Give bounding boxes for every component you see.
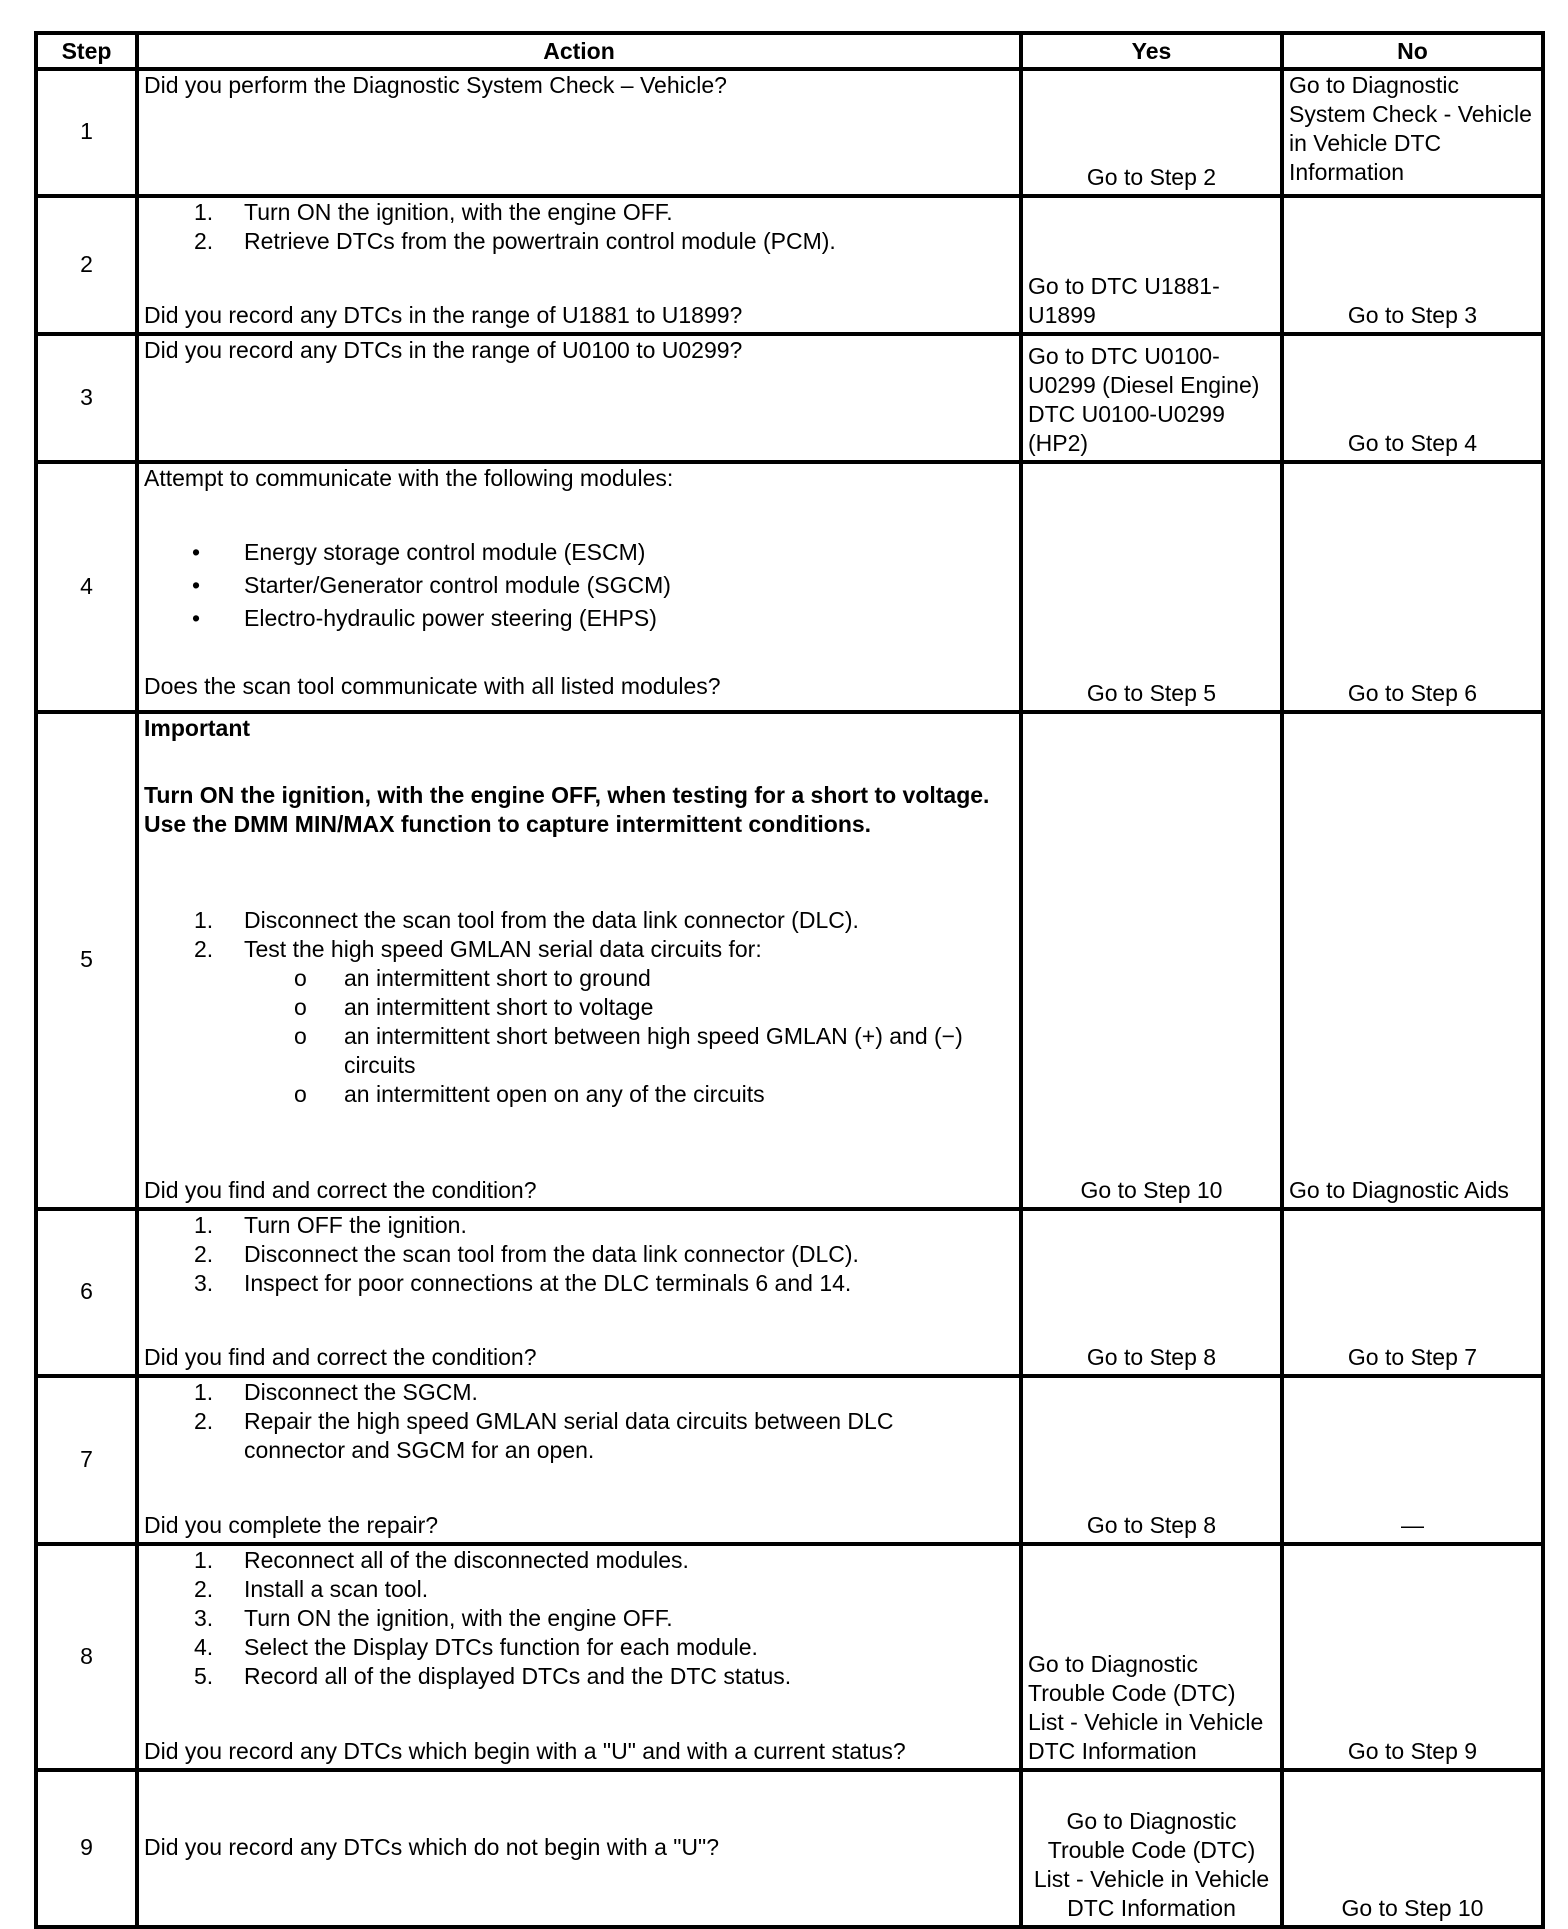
action-cell (137, 69, 1021, 196)
question: Did you record any DTCs in the range of U1881 to U1899? (144, 302, 743, 328)
yes-cell: Go to Step 8 (1021, 1376, 1282, 1544)
yes-cell: Go to Step 5 (1021, 462, 1282, 712)
action-cell (137, 196, 1021, 334)
step-number: 4 (36, 462, 137, 712)
step-number: 3 (36, 334, 137, 462)
yes-cell: Go to Step 10 (1021, 712, 1282, 1209)
list-item: 1. Disconnect the scan tool from the data link connector (DLC). (194, 907, 859, 933)
step-list (144, 1211, 1014, 1298)
list-item: 4. Select the Display DTCs function for each module. (194, 1634, 758, 1660)
yes-cell: Go to DTC U0100-U0299 (Diesel Engine) DTC U0100-U0299 (HP2) (1021, 334, 1282, 462)
question: Did you find and correct the condition? (144, 1344, 537, 1370)
no-cell: Go to Step 9 (1282, 1544, 1543, 1770)
table-row (36, 334, 1543, 462)
header-step: Step (36, 33, 137, 69)
step-number: 9 (36, 1770, 137, 1927)
list-item: 1. Disconnect the SGCM. (194, 1379, 478, 1405)
question: Did you find and correct the condition? (144, 1177, 537, 1203)
list-item: • Energy storage control module (ESCM) (144, 536, 1014, 569)
important-title: Important (144, 715, 251, 741)
no-cell: Go to Diagnostic Aids (1282, 712, 1543, 1209)
list-item: 2. Install a scan tool. (194, 1576, 429, 1602)
list-item: 3. Inspect for poor connections at the DLC terminals 6 and 14. (194, 1270, 852, 1296)
no-cell: — (1282, 1376, 1543, 1544)
list-item: • Starter/Generator control module (SGCM) (144, 569, 1014, 602)
list-item: 2. Retrieve DTCs from the powertrain control module (PCM). (194, 228, 836, 254)
no-cell: Go to Step 3 (1282, 196, 1543, 334)
list-item: 1. Turn ON the ignition, with the engine OFF. (194, 199, 673, 225)
step-list (144, 1546, 1014, 1691)
header-no: No (1282, 33, 1543, 69)
question: Does the scan tool communicate with all listed modules? (144, 673, 721, 699)
yes-cell: Go to Step 2 (1021, 69, 1282, 196)
table-row (36, 1770, 1543, 1927)
intro-text: Attempt to communicate with the following modules: (144, 465, 674, 491)
no-cell: Go to Step 4 (1282, 334, 1543, 462)
header-yes: Yes (1021, 33, 1282, 69)
table-row (36, 462, 1543, 712)
step-number: 5 (36, 712, 137, 1209)
no-cell: Go to Step 10 (1282, 1770, 1543, 1927)
list-item: • Electro-hydraulic power steering (EHPS) (144, 602, 1014, 635)
list-item: 1. Reconnect all of the disconnected modules. (194, 1547, 689, 1573)
list-item: 3. Turn ON the ignition, with the engine OFF. (194, 1605, 673, 1631)
step-number: 6 (36, 1209, 137, 1376)
table-row (36, 1209, 1543, 1376)
table-row (36, 69, 1543, 196)
no-cell: Go to Step 7 (1282, 1209, 1543, 1376)
question: Did you record any DTCs which begin with a "U" and with a current status? (144, 1738, 906, 1764)
question: Did you perform the Diagnostic System Check – Vehicle? (144, 72, 727, 98)
step-number: 2 (36, 196, 137, 334)
no-cell: Go to Diagnostic System Check - Vehicle in Vehicle DTC Information (1282, 69, 1543, 196)
sub-list (144, 964, 1014, 1109)
action-cell (137, 462, 1021, 712)
sub-item: o an intermittent short between high speed GMLAN (+) and (−) circuits (144, 1022, 1014, 1080)
yes-cell: Go to Step 8 (1021, 1209, 1282, 1376)
header-action: Action (137, 33, 1021, 69)
sub-item: o an intermittent short to ground (144, 964, 1014, 993)
list-item: 2. Disconnect the scan tool from the data link connector (DLC). (194, 1241, 859, 1267)
question: Did you record any DTCs in the range of U0100 to U0299? (144, 337, 743, 363)
step-number: 7 (36, 1376, 137, 1544)
action-cell (137, 712, 1021, 1209)
header-row (36, 33, 1543, 69)
action-cell (137, 1376, 1021, 1544)
list-item: 2. Repair the high speed GMLAN serial data circuits between DLC connector and SGCM for an open. (194, 1408, 894, 1463)
module-list (144, 536, 1014, 635)
diagnostic-steps-table (34, 31, 1545, 1929)
step-number: 8 (36, 1544, 137, 1770)
question: Did you record any DTCs which do not begin with a "U"? (144, 1834, 719, 1860)
table-row (36, 1376, 1543, 1544)
action-cell (137, 334, 1021, 462)
yes-cell: Go to Diagnostic Trouble Code (DTC) List - Vehicle in Vehicle DTC Information (1021, 1770, 1282, 1927)
action-cell (137, 1544, 1021, 1770)
list-item: 1. Turn OFF the ignition. (194, 1212, 467, 1238)
table-row (36, 196, 1543, 334)
table-row (36, 712, 1543, 1209)
sub-item: o an intermittent open on any of the circuits (144, 1080, 1014, 1109)
question: Did you complete the repair? (144, 1512, 439, 1538)
table-row (36, 1544, 1543, 1770)
no-cell: Go to Step 6 (1282, 462, 1543, 712)
yes-cell: Go to DTC U1881-U1899 (1021, 196, 1282, 334)
step-list (144, 198, 1014, 256)
action-cell (137, 1770, 1021, 1927)
list-item: 2. Test the high speed GMLAN serial data circuits for: (194, 936, 762, 962)
step-number: 1 (36, 69, 137, 196)
important-note: Turn ON the ignition, with the engine OFF, when testing for a short to voltage. Use the DMM MIN/MAX function to capture intermittent conditions. (144, 782, 990, 837)
list-item: 5. Record all of the displayed DTCs and the DTC status. (194, 1663, 792, 1689)
action-cell (137, 1209, 1021, 1376)
step-list (144, 906, 1014, 964)
step-list (144, 1378, 1014, 1465)
sub-item: o an intermittent short to voltage (144, 993, 1014, 1022)
yes-cell: Go to Diagnostic Trouble Code (DTC) List - Vehicle in Vehicle DTC Information (1021, 1544, 1282, 1770)
